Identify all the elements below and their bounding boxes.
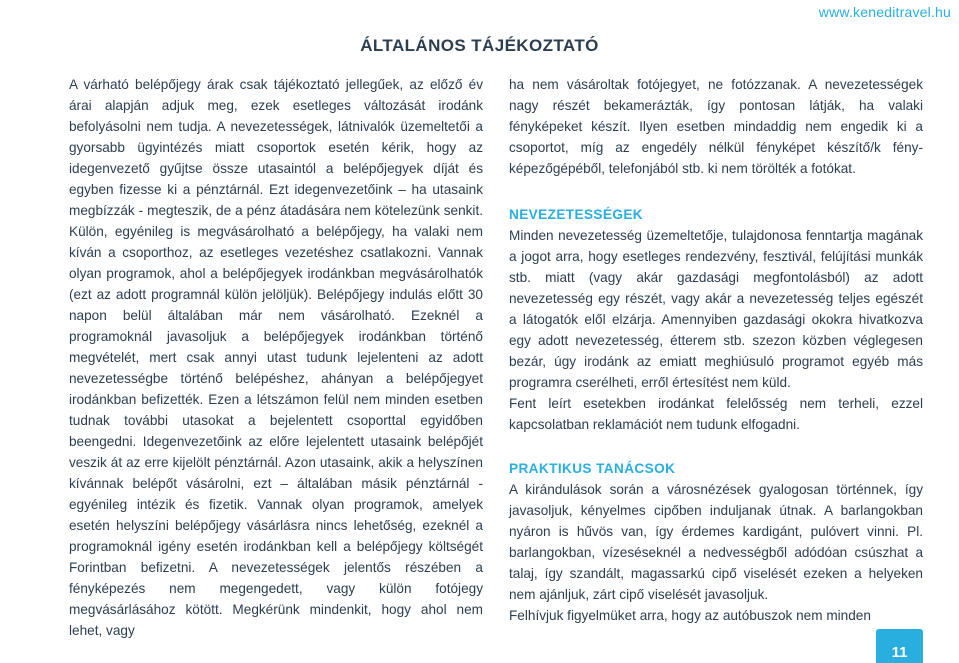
photo-rules-paragraph: ha nem vásároltak fotójegyet, ne fotózzanak. A nevezetességek nagy részét bekamerázták, így pontosan látják, ha valaki fényképeket készít. Ilyen esetben mindaddig nem engedik ki a csoportot, míg az engedély nélkül fényképet készítő/k fényképezőgépéből, telefonjából stb. ki nem törölték a fotókat.	[509, 77, 923, 176]
page-number-badge	[876, 629, 923, 663]
page-title: ÁLTALÁNOS TÁJÉKOZTATÓ	[360, 36, 599, 55]
section-heading-tips: PRAKTIKUS TANÁCSOK	[509, 461, 676, 476]
page-number: 11	[891, 644, 908, 661]
tips-paragraph-1: A kirándulások során a városnézések gyalogosan történnek, így javasoljuk, kényelmes cipőben induljanak útnak. A barlangokban nyáron is hűvös van, így érdemes kardigánt, pulóvert vinni. Pl. barlangokban, vízeséseknél a nedvességből adódóan csúszhat a talaj, így szandált, magassarkú cipő viselését ezeken a helyeken nem ajánljuk, zárt cipő viselését javasoljuk.	[509, 482, 923, 602]
booking-info-paragraph: A várható belépőjegy árak csak tájékoztató jellegűek, az előző év árai alapján adjuk meg, ezek esetleges változását irodánk befolyásolni nem tudja. A nevezetességek, látnivalók üzemeltetői a gyorsabb ügyintézés miatt csoportok esetén kérik, hogy az idegenvezető gyűjtse össze utasaintól a belépőjegyek díját és egyben fizesse ki a pénztárnál. Ezt idegenvezetőink – ha utasaink megbízzák - megteszik, de a pénz átadására nem kötelezünk senkit. Külön, egyénileg is megvásárolható a belépőjegy, ha valaki nem kíván a csoporthoz, az esetleges vezetéshez csatlakozni. Vannak olyan programok, ahol a belépőjegyek irodánkban megvásárolhatók (ezt az adott programnál külön jelöljük). Belépőjegy indulás előtt 30 napon belül általában már nem vásárolható. Ezeknél a programoknál javasoljuk a belépőjegyek irodánkban történő megvételét, mert csak annyi utast tudunk lejelenteni az adott nevezetességbe történő belépéshez, ahányan a belépőjegyet irodánkban befizették. Ezen a létszámon felül nem minden esetben tudnak további utasokat a bejelentett csoporttal egyidőben beengedni. Idegenvezetőink az előre lejelentett utasaink belépőjét veszik át az erre kijelölt pénztárnál. Azon utasaink, akik a helyszínen kívánnak belépőt vásárolni, ezt – általában másik pénztárnál - egyénileg intézik és fizetik. Vannak olyan programok, amelyek esetén helyszíni belépőjegy vásárlásra nincs lehetőség, ezeknél a programoknál igény esetén irodánkban kell a belépőjegy költségét Forintban befizetni. A nevezetességek jelentős részében a fényképezés nem megengedett, vagy külön fotójegy megvásárlásához kötött. Megkérünk mindenkit, hogy ahol nem lehet, vagy	[69, 77, 483, 638]
tips-paragraph-2: Felhívjuk figyelmüket arra, hogy az autóbuszok nem minden	[509, 608, 871, 623]
section-heading-sights: NEVEZETESSÉGEK	[509, 207, 644, 222]
site-url[interactable]: www.keneditravel.hu	[818, 4, 951, 20]
sights-paragraph-1: Minden nevezetesség üzemeltetője, tulajdonosa fenntartja magának a jogot arra, hogy esetleges rendezvény, fesztivál, felújítási munkák stb. miatt (vagy akár gazdasági megfontolásból) az adott nevezetesség egy részét, vagy akár a nevezetesség teljes egészét a látogatók elől elzárja. Amennyiben gazdasági okokra hivatkozva egy adott nevezetesség, étterem stb. szezon közben véglegesen bezár, úgy irodánk az emiatt meghiúsuló programot egyéb más programra cserélheti, erről értesítést nem küld.	[509, 228, 923, 390]
left-column	[69, 74, 483, 641]
right-column	[509, 74, 923, 626]
sights-paragraph-2: Fent leírt esetekben irodánkat felelősség nem terheli, ezzel kapcsolatban reklamációt nem tudunk elfogadni.	[509, 396, 923, 432]
